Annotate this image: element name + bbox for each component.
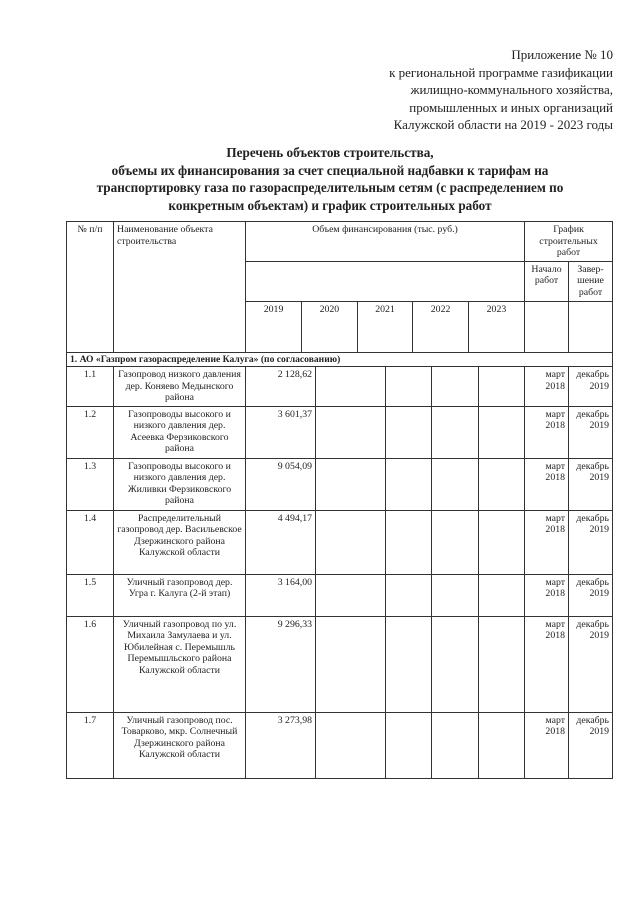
- row-2019: 9 054,09: [246, 458, 316, 510]
- row-2022: [432, 712, 479, 778]
- table-row: [67, 712, 613, 778]
- section-title: 1. АО «Газпром газораспределение Калуга» (по согласованию): [67, 352, 613, 367]
- row-2023: [479, 510, 525, 574]
- row-2019: 3 601,37: [246, 406, 316, 458]
- title-line: объемы их финансирования за счет специальной надбавки к тарифам на: [111, 162, 549, 178]
- row-2023: [479, 616, 525, 712]
- row-2021: [386, 574, 432, 616]
- row-2022: [432, 616, 479, 712]
- row-2023: [479, 406, 525, 458]
- row-2022: [432, 510, 479, 574]
- row-2020: [316, 406, 386, 458]
- row-name: Газопроводы высокого и низкого давления дер. Асеевка Ферзиковского района: [114, 406, 246, 458]
- row-end: декабрь 2019: [569, 712, 613, 778]
- header-start: Начало работ: [525, 261, 569, 301]
- row-2023: [479, 712, 525, 778]
- row-num: 1.7: [67, 712, 114, 778]
- row-2021: [386, 458, 432, 510]
- years-spacer: [246, 262, 524, 302]
- appendix-line: к региональной программе газификации: [389, 64, 613, 80]
- row-2019: 2 128,62: [246, 367, 316, 407]
- year-2023: 2023: [486, 304, 507, 315]
- row-2022: [432, 367, 479, 407]
- row-2020: [316, 510, 386, 574]
- row-end: декабрь 2019: [569, 458, 613, 510]
- row-2021: [386, 510, 432, 574]
- row-2023: [479, 367, 525, 407]
- row-name: Распределительный газопровод дер. Васильевское Дзержинского района Калужской области: [114, 510, 246, 574]
- row-2023: [479, 574, 525, 616]
- table-row: [67, 510, 613, 574]
- title-line: транспортировку газа по газораспределительным сетям (с распределением по: [96, 180, 564, 195]
- row-2019: 9 296,33: [246, 616, 316, 712]
- row-start: март 2018: [525, 510, 569, 574]
- year-2021: 2021: [357, 302, 413, 352]
- row-start: март 2018: [525, 616, 569, 712]
- header-funding: Объем финансирования (тыс. руб.): [246, 222, 525, 262]
- row-name: Уличный газопровод пос. Товарково, мкр. Солнечный Дзержинского района Калужской области: [114, 712, 246, 778]
- years-table: [246, 262, 524, 352]
- row-2020: [316, 574, 386, 616]
- row-name: Газопровод низкого давления дер. Коняево Медынского района: [114, 367, 246, 407]
- appendix-line: жилищно-коммунального хозяйства,: [410, 82, 613, 97]
- row-2019: 3 164,00: [246, 574, 316, 616]
- row-2020: [316, 616, 386, 712]
- table-row: [67, 367, 613, 407]
- header-name: Наименование объекта строительства: [114, 222, 246, 353]
- row-end: декабрь 2019: [569, 510, 613, 574]
- document-title: [60, 144, 600, 214]
- row-2020: [316, 367, 386, 407]
- appendix-line: Калужской области на 2019 - 2023 годы: [393, 117, 613, 132]
- row-end: декабрь 2019: [569, 367, 613, 407]
- appendix-block: [313, 46, 613, 134]
- title-line: конкретным объектам) и график строительных работ: [168, 197, 492, 213]
- row-start: март 2018: [525, 367, 569, 407]
- row-2019: 4 494,17: [246, 510, 316, 574]
- row-start: март 2018: [525, 574, 569, 616]
- row-start: март 2018: [525, 458, 569, 510]
- row-2023: [479, 458, 525, 510]
- row-name: Уличный газопровод по ул. Михаила Замулаева и ул. Юбилейная с. Перемышль Перемышльского района Калужской области: [114, 616, 246, 712]
- table-row: [67, 458, 613, 510]
- row-2020: [316, 458, 386, 510]
- row-end: декабрь 2019: [569, 574, 613, 616]
- year-2020: 2020: [302, 302, 358, 352]
- row-num: 1.2: [67, 406, 114, 458]
- header-end: Завер-шение работ: [569, 261, 613, 301]
- funding-years-cell: [246, 261, 525, 352]
- table-row: [67, 574, 613, 616]
- row-name: Газопроводы высокого и низкого давления дер. Жиливки Ферзиковского района: [114, 458, 246, 510]
- row-2021: [386, 367, 432, 407]
- row-2022: [432, 458, 479, 510]
- header-schedule: График строительных работ: [525, 222, 613, 262]
- objects-table: [66, 221, 613, 779]
- blank-cell: [525, 301, 569, 352]
- row-end: декабрь 2019: [569, 406, 613, 458]
- table-row: [67, 616, 613, 712]
- header-row: [67, 222, 613, 262]
- year-2022: 2022: [413, 302, 469, 352]
- row-2022: [432, 574, 479, 616]
- row-num: 1.1: [67, 367, 114, 407]
- section-row: [67, 352, 613, 367]
- row-num: 1.3: [67, 458, 114, 510]
- row-end: декабрь 2019: [569, 616, 613, 712]
- year-2019: 2019: [246, 302, 302, 352]
- row-start: март 2018: [525, 712, 569, 778]
- row-2021: [386, 712, 432, 778]
- appendix-line: Приложение № 10: [511, 47, 613, 62]
- row-name: Уличный газопровод дер. Угра г. Калуга (2-й этап): [114, 574, 246, 616]
- appendix-line: промышленных и иных организаций: [409, 99, 613, 115]
- row-num: 1.5: [67, 574, 114, 616]
- row-2020: [316, 712, 386, 778]
- title-line: Перечень объектов строительства,: [226, 145, 434, 160]
- row-num: 1.6: [67, 616, 114, 712]
- row-2019: 3 273,98: [246, 712, 316, 778]
- row-2021: [386, 616, 432, 712]
- row-start: март 2018: [525, 406, 569, 458]
- row-2022: [432, 406, 479, 458]
- table-row: [67, 406, 613, 458]
- blank-cell: [569, 301, 613, 352]
- row-num: 1.4: [67, 510, 114, 574]
- row-2021: [386, 406, 432, 458]
- header-num: № п/п: [67, 222, 114, 353]
